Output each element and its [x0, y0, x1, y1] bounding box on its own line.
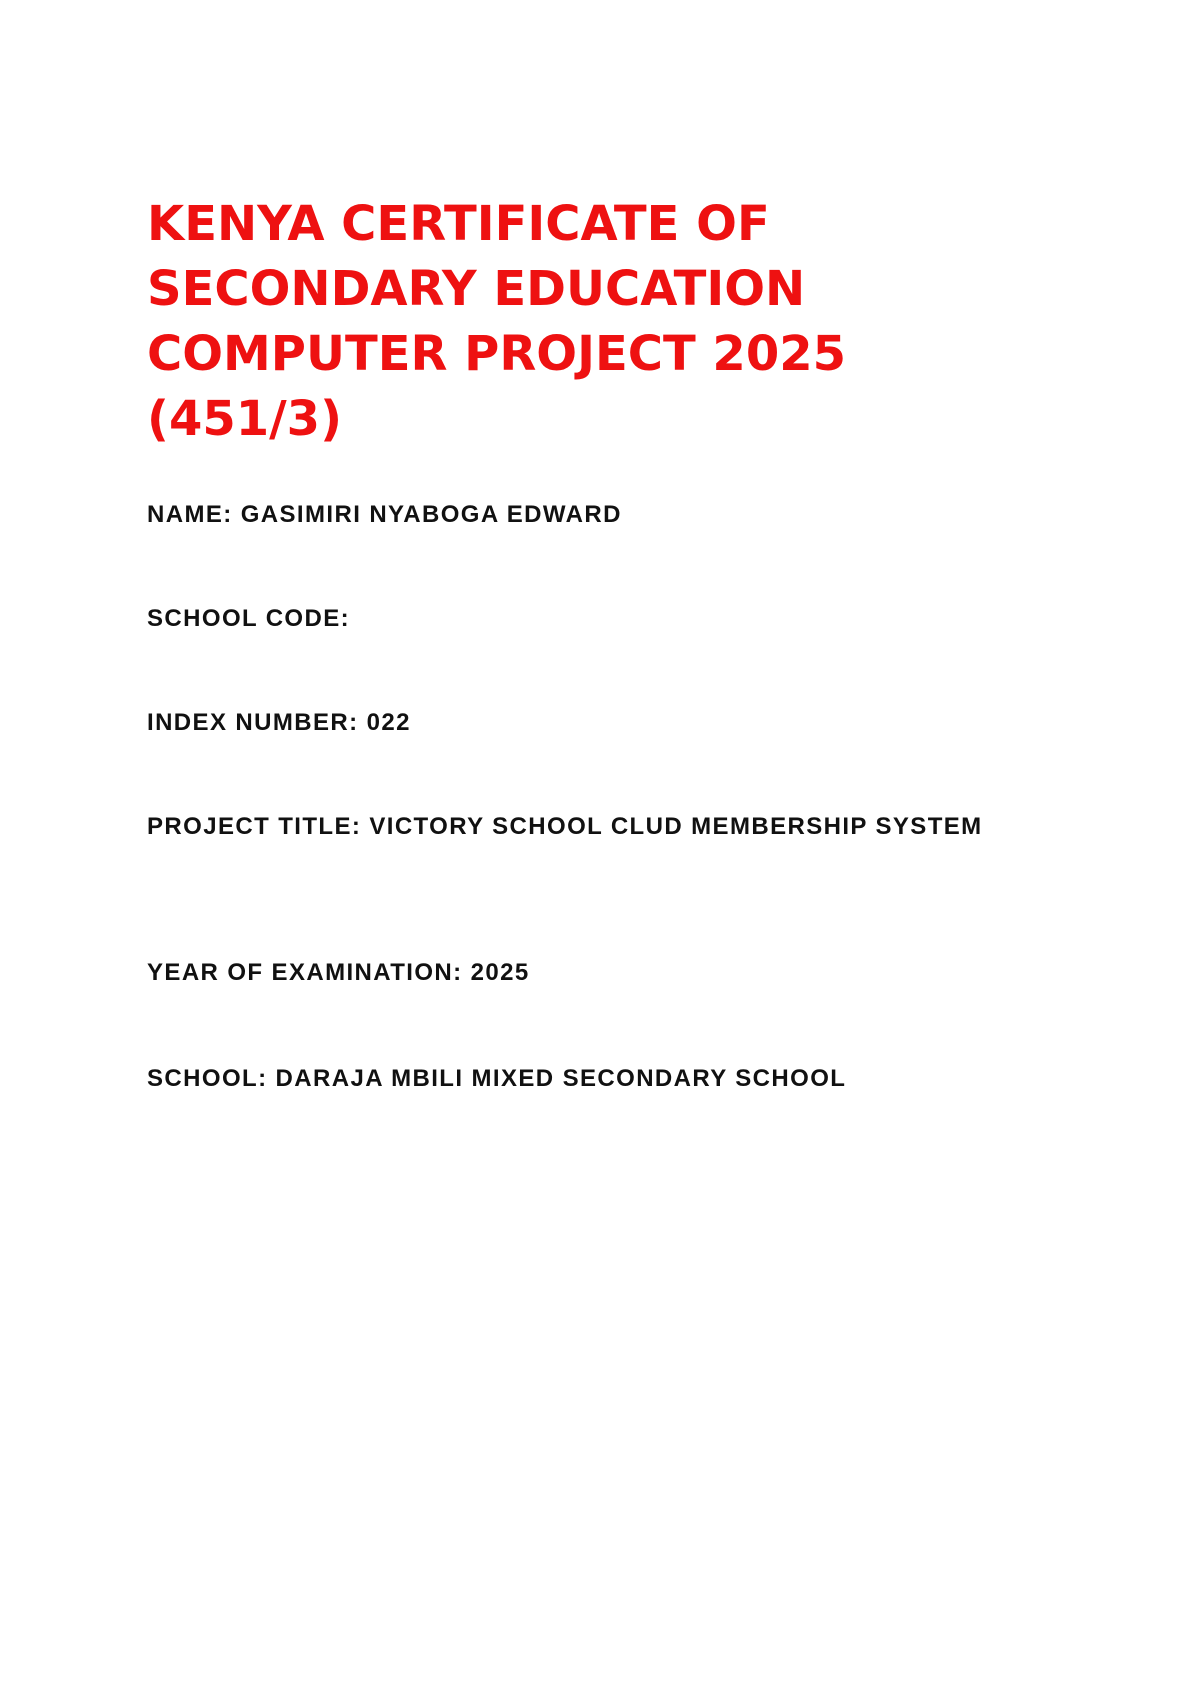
title-line-2: SECONDARY EDUCATION: [147, 261, 806, 317]
name-field: NAME: GASIMIRI NYABOGA EDWARD: [147, 501, 622, 528]
title-line-1: KENYA CERTIFICATE OF: [147, 196, 770, 252]
index-number-field: INDEX NUMBER: 022: [147, 709, 411, 736]
title-line-3: COMPUTER PROJECT 2025: [147, 326, 847, 382]
project-title-field: PROJECT TITLE: VICTORY SCHOOL CLUD MEMBERSHIP SYSTEM: [147, 813, 983, 840]
year-of-examination-field: YEAR OF EXAMINATION: 2025: [147, 959, 530, 986]
document-title: [147, 192, 1107, 452]
school-code-field: SCHOOL CODE:: [147, 605, 351, 632]
title-line-4: (451/3): [147, 391, 342, 447]
school-field: SCHOOL: DARAJA MBILI MIXED SECONDARY SCHOOL: [147, 1065, 847, 1092]
